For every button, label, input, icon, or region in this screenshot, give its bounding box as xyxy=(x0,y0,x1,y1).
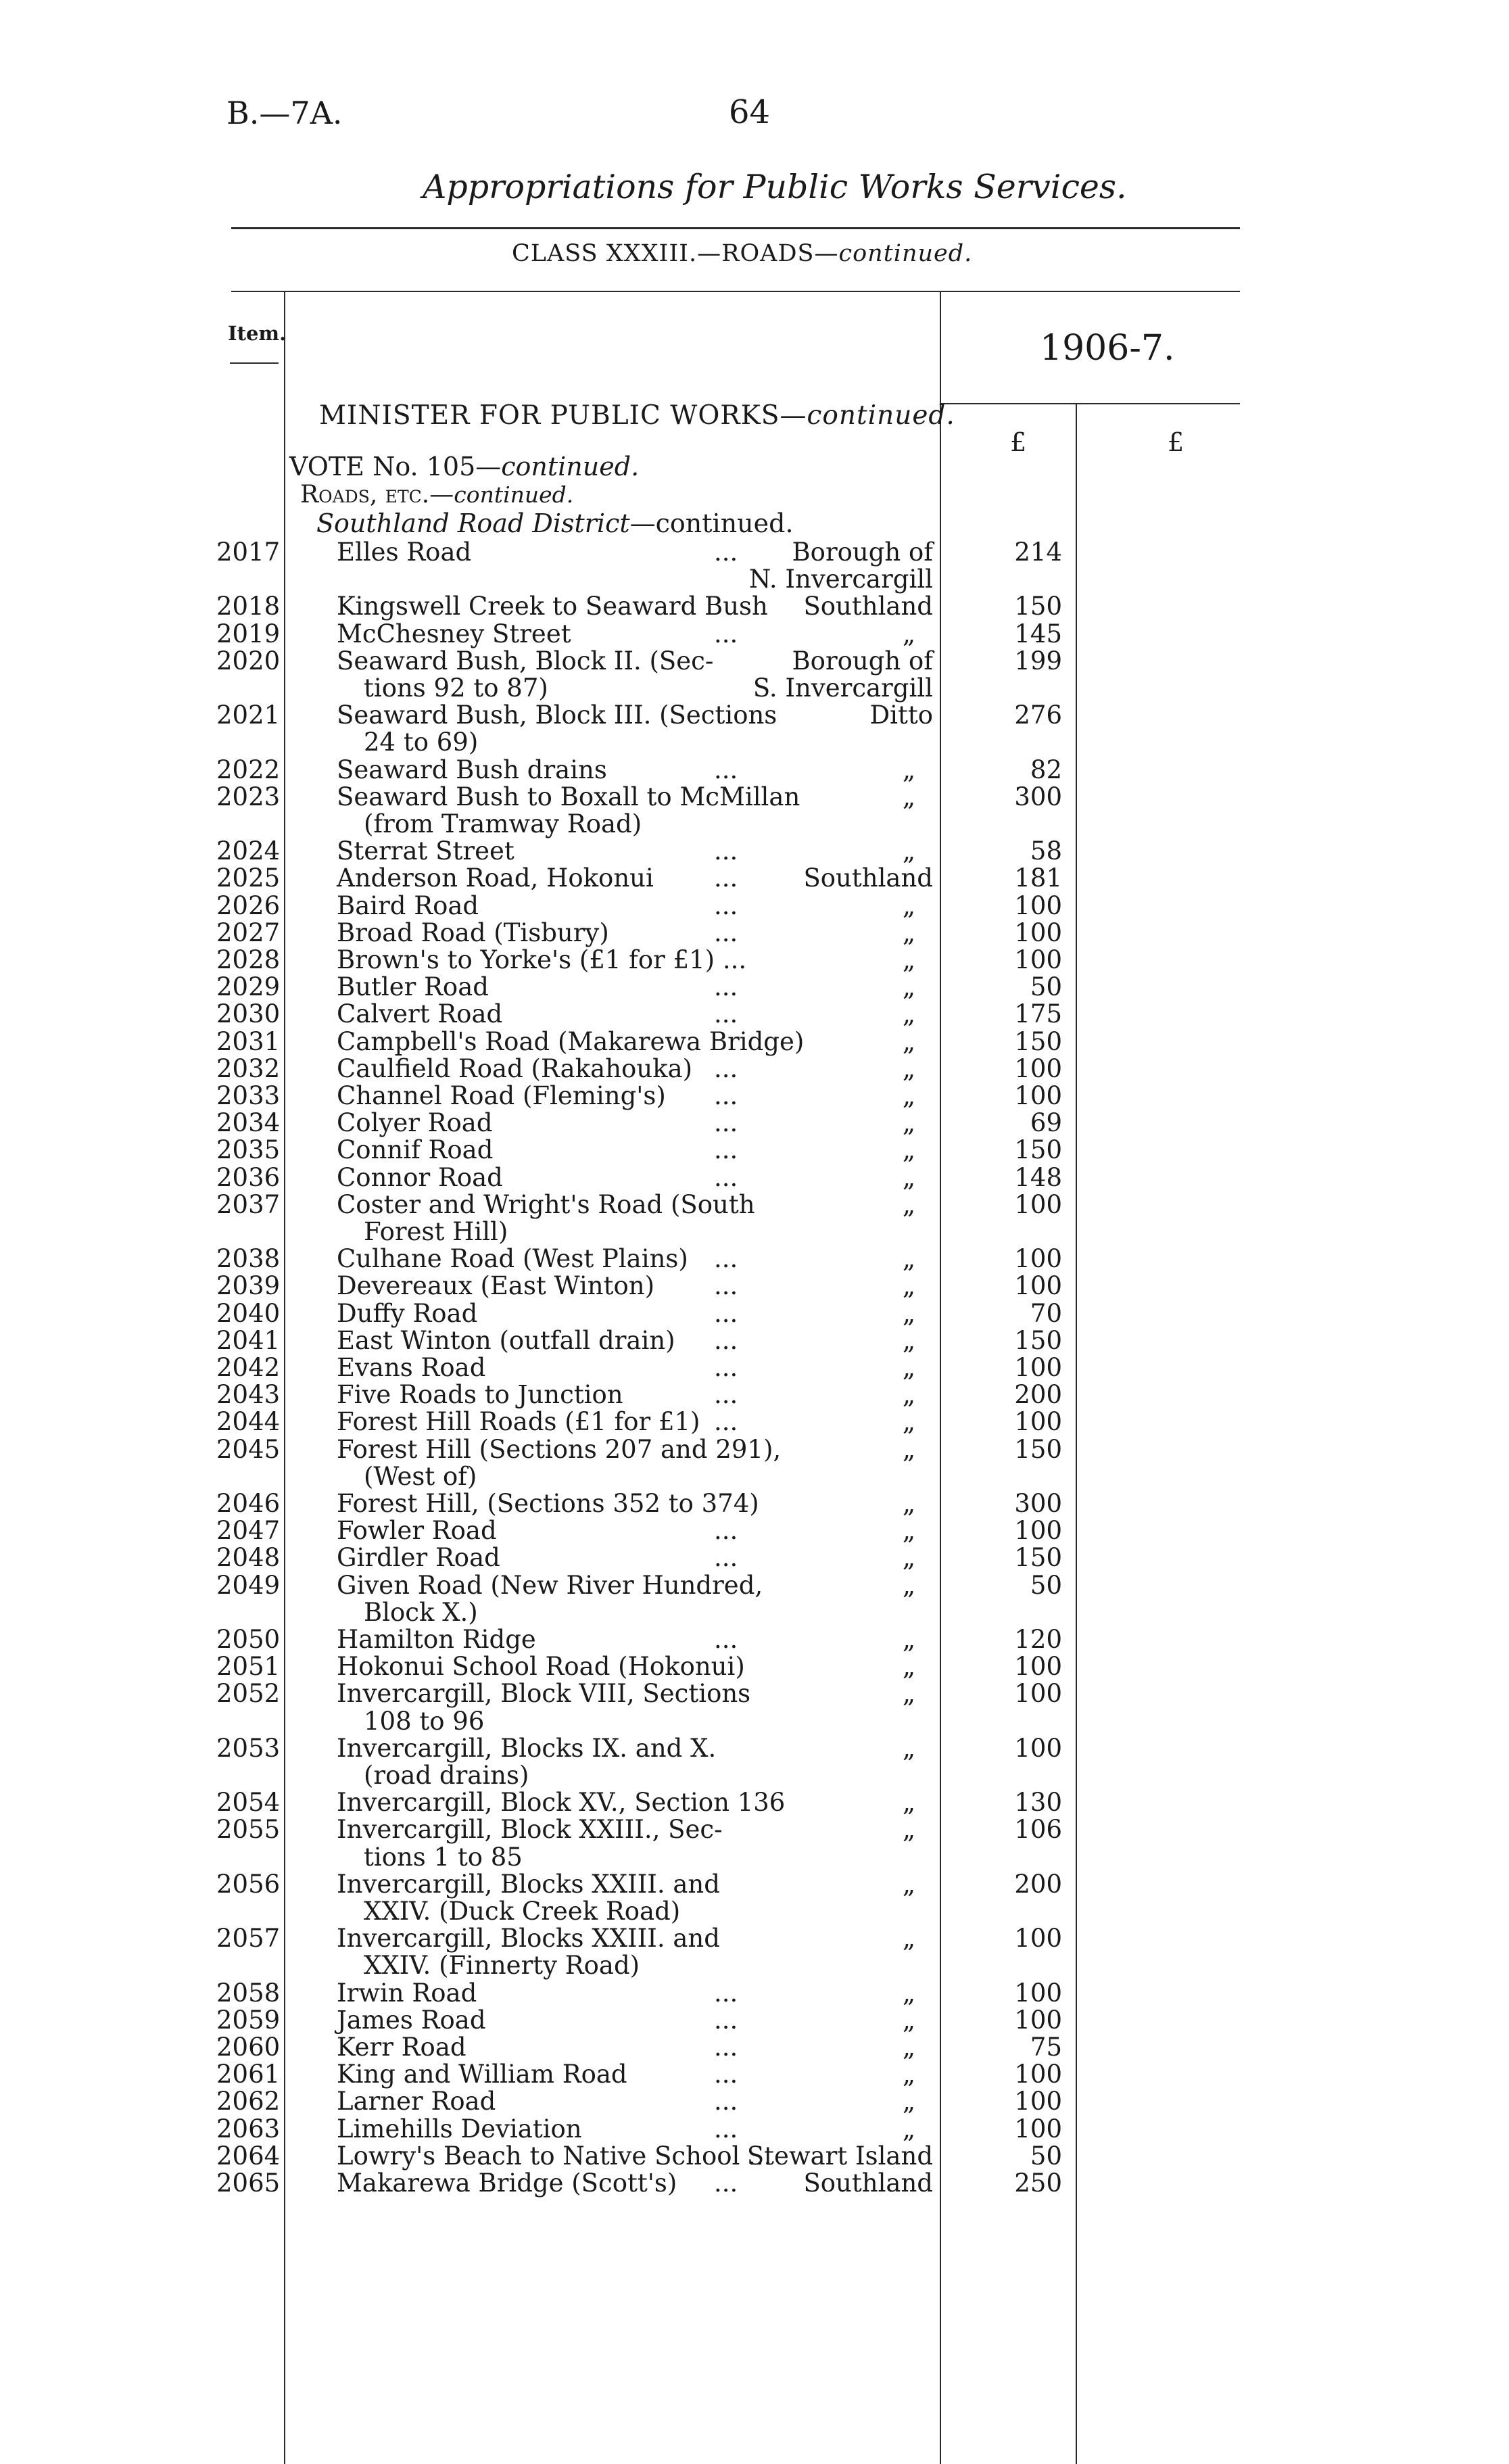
item-location: „ xyxy=(902,1788,915,1818)
top-rule xyxy=(231,227,1240,229)
item-amount: 100 xyxy=(1014,891,1062,920)
item-description: Seaward Bush, Block III. (Sections xyxy=(337,701,777,730)
item-number: 2051 xyxy=(216,1652,281,1682)
item-description: Devereaux (East Winton) xyxy=(337,1271,655,1301)
item-location-continued: S. Invercargill xyxy=(752,673,933,703)
item-location: „ xyxy=(902,1869,915,1899)
item-amount: 150 xyxy=(1014,1135,1062,1165)
item-location: „ xyxy=(902,1189,915,1219)
item-location: Borough of xyxy=(792,538,933,567)
item-number: 2024 xyxy=(216,836,281,866)
item-amount: 50 xyxy=(1030,972,1062,1002)
item-number: 2055 xyxy=(216,1815,281,1845)
item-number: 2017 xyxy=(216,538,281,567)
item-amount: 100 xyxy=(1014,1733,1062,1763)
item-number: 2064 xyxy=(216,2141,281,2171)
item-location: „ xyxy=(902,782,915,811)
leader-dots: ... xyxy=(714,891,738,920)
item-amount: 100 xyxy=(1014,1924,1062,1953)
item-number: 2050 xyxy=(216,1625,281,1654)
item-location: „ xyxy=(902,972,915,1002)
item-description: Forest Hill, (Sections 352 to 374) xyxy=(337,1489,759,1518)
item-amount: 150 xyxy=(1014,1026,1062,1056)
roads-heading xyxy=(300,481,573,508)
item-number: 2054 xyxy=(216,1788,281,1818)
item-amount: 100 xyxy=(1014,1271,1062,1301)
item-location: „ xyxy=(902,945,915,974)
leader-dots: ... xyxy=(714,2033,738,2062)
leader-dots: ... xyxy=(714,863,738,893)
item-amount: 100 xyxy=(1014,2005,1062,2035)
item-number: 2062 xyxy=(216,2087,281,2116)
item-description: Fowler Road xyxy=(337,1516,497,1546)
item-number: 2046 xyxy=(216,1489,281,1518)
item-location: „ xyxy=(902,2033,915,2062)
leader-dots: ... xyxy=(714,2087,738,2116)
district-heading xyxy=(316,508,794,538)
item-location: Southland xyxy=(803,863,933,893)
item-location: Ditto xyxy=(869,701,933,730)
amount-column-rule xyxy=(1076,404,1077,2464)
item-description: Channel Road (Fleming's) xyxy=(337,1081,666,1110)
item-amount: 100 xyxy=(1014,1053,1062,1083)
item-location: „ xyxy=(902,1135,915,1165)
item-description: Kingswell Creek to Seaward Bush xyxy=(337,592,768,621)
item-amount: 150 xyxy=(1014,1543,1062,1573)
item-location: „ xyxy=(902,1325,915,1355)
item-number: 2058 xyxy=(216,1978,281,2008)
item-description: McChesney Street xyxy=(337,619,571,648)
document-reference: B.—7A. xyxy=(226,95,343,131)
item-amount: 50 xyxy=(1030,1570,1062,1600)
district-suffix: —continued. xyxy=(629,508,794,538)
item-amount: 106 xyxy=(1014,1815,1062,1845)
item-number: 2037 xyxy=(216,1189,281,1219)
item-location: „ xyxy=(902,2005,915,2035)
item-location: „ xyxy=(902,1733,915,1763)
item-column-rule xyxy=(284,292,285,2464)
class-rule xyxy=(231,291,1240,292)
leader-dots: ... xyxy=(714,1516,738,1546)
item-description-continued: XXIV. (Finnerty Road) xyxy=(364,1951,640,1981)
item-amount: 200 xyxy=(1014,1380,1062,1410)
item-description: Invercargill, Blocks XXIII. and xyxy=(337,1924,720,1953)
item-number: 2049 xyxy=(216,1570,281,1600)
item-description: Butler Road xyxy=(337,972,489,1002)
item-amount: 199 xyxy=(1014,646,1062,676)
item-description: Invercargill, Block XV., Section 136 xyxy=(337,1788,786,1818)
leader-dots: ... xyxy=(714,1162,738,1192)
item-number: 2022 xyxy=(216,755,281,784)
item-number: 2047 xyxy=(216,1516,281,1546)
item-amount: 100 xyxy=(1014,1189,1062,1219)
leader-dots: ... xyxy=(714,1298,738,1328)
item-description: Girdler Road xyxy=(337,1543,500,1573)
leader-dots: ... xyxy=(714,1135,738,1165)
leader-dots: ... xyxy=(714,1271,738,1301)
item-description-continued: (West of) xyxy=(364,1461,477,1491)
item-number: 2035 xyxy=(216,1135,281,1165)
roads-suffix: continued. xyxy=(454,481,574,508)
item-amount: 50 xyxy=(1030,2141,1062,2171)
item-description: Coster and Wright's Road (South xyxy=(337,1189,755,1219)
item-number: 2027 xyxy=(216,918,281,947)
item-number: 2056 xyxy=(216,1869,281,1899)
leader-dots: ... xyxy=(714,1353,738,1382)
item-amount: 100 xyxy=(1014,1353,1062,1382)
item-amount: 148 xyxy=(1014,1162,1062,1192)
item-number: 2018 xyxy=(216,592,281,621)
item-description: Invercargill, Blocks IX. and X. xyxy=(337,1733,717,1763)
item-location: „ xyxy=(902,1815,915,1845)
item-number: 2052 xyxy=(216,1679,281,1709)
item-amount: 276 xyxy=(1014,701,1062,730)
item-description: Elles Road xyxy=(337,538,472,567)
item-amount: 100 xyxy=(1014,1679,1062,1709)
item-amount: 100 xyxy=(1014,2114,1062,2143)
leader-dots: ... xyxy=(714,1325,738,1355)
item-amount: 70 xyxy=(1030,1298,1062,1328)
item-location: „ xyxy=(902,836,915,866)
item-location: „ xyxy=(902,1652,915,1682)
item-number: 2032 xyxy=(216,1053,281,1083)
item-description: Lowry's Beach to Native School ... xyxy=(337,2141,772,2171)
item-location: „ xyxy=(902,1516,915,1546)
item-description: Brown's to Yorke's (£1 for £1) ... xyxy=(337,945,747,974)
item-amount: 300 xyxy=(1014,782,1062,811)
item-location: „ xyxy=(902,1353,915,1382)
item-number: 2025 xyxy=(216,863,281,893)
item-description: Makarewa Bridge (Scott's) xyxy=(337,2169,677,2198)
item-description-continued: 108 to 96 xyxy=(364,1706,485,1736)
item-description: East Winton (outfall drain) xyxy=(337,1325,675,1355)
item-number: 2044 xyxy=(216,1407,281,1437)
item-number: 2042 xyxy=(216,1353,281,1382)
leader-dots: ... xyxy=(714,1625,738,1654)
item-description: Caulfield Road (Rakahouka) xyxy=(337,1053,693,1083)
item-description: Sterrat Street xyxy=(337,836,514,866)
item-amount: 100 xyxy=(1014,1652,1062,1682)
item-description: James Road xyxy=(337,2005,486,2035)
item-number: 2053 xyxy=(216,1733,281,1763)
leader-dots: ... xyxy=(714,1244,738,1274)
item-number: 2026 xyxy=(216,891,281,920)
item-description: Baird Road xyxy=(337,891,479,920)
item-number: 2059 xyxy=(216,2005,281,2035)
item-number: 2033 xyxy=(216,1081,281,1110)
item-description: Five Roads to Junction xyxy=(337,1380,623,1410)
item-location: „ xyxy=(902,1407,915,1437)
leader-dots: ... xyxy=(714,755,738,784)
item-number: 2029 xyxy=(216,972,281,1002)
item-location: Borough of xyxy=(792,646,933,676)
item-amount: 130 xyxy=(1014,1788,1062,1818)
item-description: Connor Road xyxy=(337,1162,503,1192)
item-number: 2043 xyxy=(216,1380,281,1410)
vote-heading xyxy=(289,452,639,481)
item-number: 2020 xyxy=(216,646,281,676)
location-column-rule xyxy=(940,292,941,2464)
item-location: „ xyxy=(902,1298,915,1328)
leader-dots: ... xyxy=(714,1053,738,1083)
leader-dots: ... xyxy=(714,2060,738,2089)
leader-dots: ... xyxy=(714,2169,738,2198)
item-amount: 58 xyxy=(1030,836,1062,866)
roads-label: Roads, etc.— xyxy=(300,481,454,508)
item-description: Forest Hill (Sections 207 and 291), xyxy=(337,1434,782,1464)
item-amount: 100 xyxy=(1014,2060,1062,2089)
item-number: 2028 xyxy=(216,945,281,974)
leader-dots: ... xyxy=(714,999,738,1029)
vote-suffix: continued. xyxy=(501,452,640,481)
item-number: 2060 xyxy=(216,2033,281,2062)
item-number: 2040 xyxy=(216,1298,281,1328)
minister-label: MINISTER FOR PUBLIC WORKS— xyxy=(319,400,807,431)
leader-dots: ... xyxy=(714,1978,738,2008)
leader-dots: ... xyxy=(714,2114,738,2143)
leader-dots: ... xyxy=(714,1108,738,1138)
item-number: 2048 xyxy=(216,1543,281,1573)
item-number: 2061 xyxy=(216,2060,281,2089)
leader-dots: ... xyxy=(714,538,738,567)
item-location: „ xyxy=(902,1162,915,1192)
item-amount: 100 xyxy=(1014,2087,1062,2116)
item-number: 2038 xyxy=(216,1244,281,1274)
item-description: Seaward Bush to Boxall to McMillan xyxy=(337,782,800,811)
item-number: 2019 xyxy=(216,619,281,648)
item-location: „ xyxy=(902,891,915,920)
item-location: „ xyxy=(902,755,915,784)
item-description: Hokonui School Road (Hokonui) xyxy=(337,1652,745,1682)
item-number: 2039 xyxy=(216,1271,281,1301)
item-amount: 100 xyxy=(1014,1516,1062,1546)
item-description: Forest Hill Roads (£1 for £1) xyxy=(337,1407,700,1437)
item-location: Southland xyxy=(803,592,933,621)
district-label: Southland Road District xyxy=(316,508,630,538)
item-location: „ xyxy=(902,1026,915,1056)
item-location: Southland xyxy=(803,2169,933,2198)
currency-label-1: £ xyxy=(1010,427,1027,457)
item-amount: 100 xyxy=(1014,1978,1062,2008)
item-location: Stewart Island xyxy=(746,2141,933,2171)
item-amount: 100 xyxy=(1014,1407,1062,1437)
leader-dots: ... xyxy=(714,2005,738,2035)
leader-dots: ... xyxy=(714,972,738,1002)
item-description: Colyer Road xyxy=(337,1108,493,1138)
item-amount: 100 xyxy=(1014,1081,1062,1110)
item-description: Evans Road xyxy=(337,1353,486,1382)
item-number: 2036 xyxy=(216,1162,281,1192)
item-description: Calvert Road xyxy=(337,999,503,1029)
item-location-continued: N. Invercargill xyxy=(748,565,933,594)
year-header: 1906-7. xyxy=(1040,328,1175,369)
item-amount: 145 xyxy=(1014,619,1062,648)
class-heading xyxy=(512,240,972,267)
item-amount: 150 xyxy=(1014,592,1062,621)
item-column-header: Item. xyxy=(228,322,287,345)
vote-label: VOTE No. 105— xyxy=(289,452,502,481)
item-number: 2057 xyxy=(216,1924,281,1953)
item-description: Duffy Road xyxy=(337,1298,478,1328)
item-description-continued: (from Tramway Road) xyxy=(364,809,642,838)
item-description-continued: Forest Hill) xyxy=(364,1216,508,1246)
class-label: CLASS XXXIII.—ROADS— xyxy=(512,240,839,267)
item-location: „ xyxy=(902,1244,915,1274)
item-description: Broad Road (Tisbury) xyxy=(337,918,609,947)
item-amount: 100 xyxy=(1014,1244,1062,1274)
item-location: „ xyxy=(902,999,915,1029)
item-location: „ xyxy=(902,2087,915,2116)
item-number: 2041 xyxy=(216,1325,281,1355)
item-number: 2065 xyxy=(216,2169,281,2198)
leader-dots: ... xyxy=(714,1380,738,1410)
item-amount: 150 xyxy=(1014,1325,1062,1355)
item-description: Limehills Deviation xyxy=(337,2114,582,2143)
item-description: Seaward Bush, Block II. (Sec- xyxy=(337,646,714,676)
item-amount: 100 xyxy=(1014,945,1062,974)
page-title: Appropriations for Public Works Services. xyxy=(423,168,1127,206)
item-description-continued: 24 to 69) xyxy=(364,728,479,757)
minister-heading xyxy=(319,400,955,431)
item-location: „ xyxy=(902,619,915,648)
item-location: „ xyxy=(902,2114,915,2143)
item-description: Given Road (New River Hundred, xyxy=(337,1570,763,1600)
item-location: „ xyxy=(902,1570,915,1600)
item-number: 2021 xyxy=(216,701,281,730)
leader-dots: ... xyxy=(714,1081,738,1110)
item-description: Invercargill, Block VIII, Sections xyxy=(337,1679,751,1709)
item-location: „ xyxy=(902,1625,915,1654)
item-description: Connif Road xyxy=(337,1135,494,1165)
item-location: „ xyxy=(902,1108,915,1138)
item-description: Irwin Road xyxy=(337,1978,477,2008)
item-amount: 82 xyxy=(1030,755,1062,784)
item-description: Kerr Road xyxy=(337,2033,466,2062)
item-number: 2023 xyxy=(216,782,281,811)
item-number: 2031 xyxy=(216,1026,281,1056)
item-description: Hamilton Ridge xyxy=(337,1625,536,1654)
item-location: „ xyxy=(902,1271,915,1301)
item-amount: 120 xyxy=(1014,1625,1062,1654)
item-description: Campbell's Road (Makarewa Bridge) xyxy=(337,1026,805,1056)
leader-dots: ... xyxy=(714,836,738,866)
item-location: „ xyxy=(902,1543,915,1573)
item-description-continued: tions 92 to 87) xyxy=(364,673,548,703)
item-description: Anderson Road, Hokonui xyxy=(337,863,654,893)
leader-dots: ... xyxy=(714,918,738,947)
item-number: 2063 xyxy=(216,2114,281,2143)
item-location: „ xyxy=(902,1978,915,2008)
item-location: „ xyxy=(902,1489,915,1518)
item-amount: 300 xyxy=(1014,1489,1062,1518)
class-suffix: continued. xyxy=(838,240,973,267)
item-location: „ xyxy=(902,1380,915,1410)
item-amount: 69 xyxy=(1030,1108,1062,1138)
item-location: „ xyxy=(902,1679,915,1709)
item-description-continued: XXIV. (Duck Creek Road) xyxy=(364,1896,681,1926)
minister-suffix: continued. xyxy=(807,400,955,431)
year-header-rule xyxy=(940,403,1240,404)
item-location: „ xyxy=(902,1924,915,1953)
item-location: „ xyxy=(902,1053,915,1083)
leader-dots: ... xyxy=(714,619,738,648)
item-amount: 100 xyxy=(1014,918,1062,947)
item-location: „ xyxy=(902,1081,915,1110)
leader-dots: ... xyxy=(714,1407,738,1437)
item-description: Invercargill, Block XXIII., Sec- xyxy=(337,1815,723,1845)
item-number: 2045 xyxy=(216,1434,281,1464)
item-location: „ xyxy=(902,918,915,947)
item-amount: 175 xyxy=(1014,999,1062,1029)
item-header-underline xyxy=(230,362,279,364)
item-amount: 200 xyxy=(1014,1869,1062,1899)
page-number: 64 xyxy=(729,93,771,131)
item-number: 2034 xyxy=(216,1108,281,1138)
item-location: „ xyxy=(902,1434,915,1464)
leader-dots: ... xyxy=(714,1543,738,1573)
item-amount: 181 xyxy=(1014,863,1062,893)
item-description: Seaward Bush drains xyxy=(337,755,607,784)
item-location: „ xyxy=(902,2060,915,2089)
item-description: Culhane Road (West Plains) xyxy=(337,1244,688,1274)
item-number: 2030 xyxy=(216,999,281,1029)
item-description: Larner Road xyxy=(337,2087,496,2116)
item-amount: 214 xyxy=(1014,538,1062,567)
item-amount: 150 xyxy=(1014,1434,1062,1464)
item-description-continued: tions 1 to 85 xyxy=(364,1842,523,1872)
item-description: King and William Road xyxy=(337,2060,627,2089)
item-amount: 250 xyxy=(1014,2169,1062,2198)
item-description: Invercargill, Blocks XXIII. and xyxy=(337,1869,720,1899)
item-description-continued: (road drains) xyxy=(364,1760,529,1790)
item-amount: 75 xyxy=(1030,2033,1062,2062)
currency-label-2: £ xyxy=(1168,427,1184,457)
item-description-continued: Block X.) xyxy=(364,1597,478,1627)
